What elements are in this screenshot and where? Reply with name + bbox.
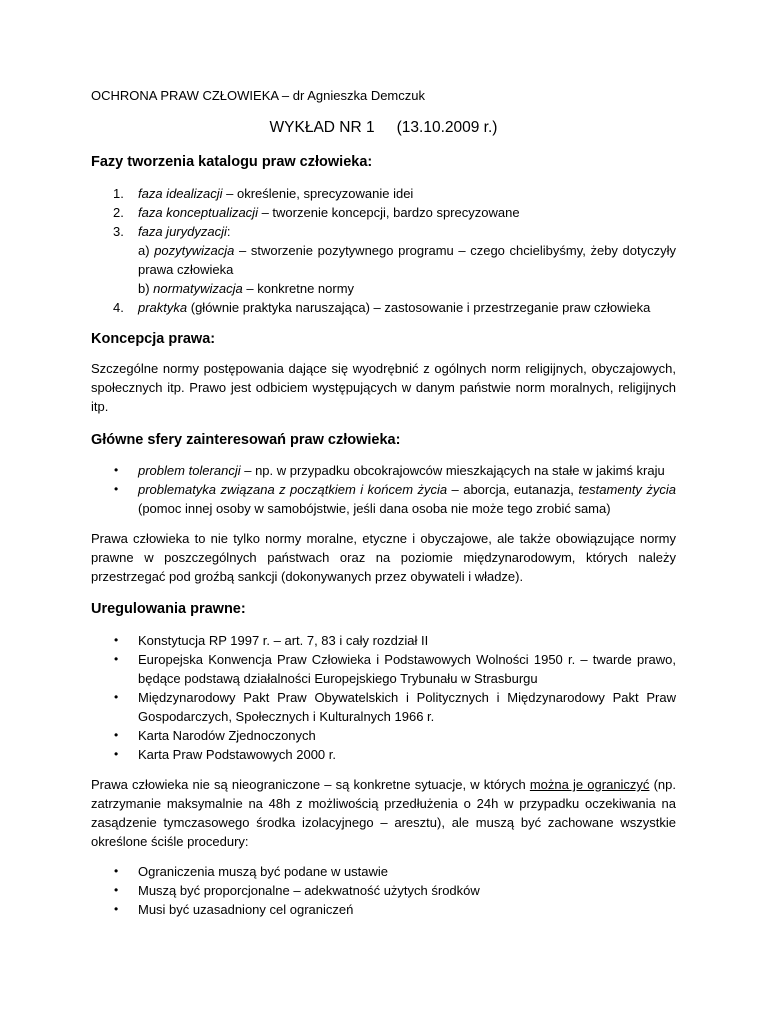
bullet-icon: • — [114, 482, 119, 496]
list-item: 1. faza idealizacji – określenie, sprecyzowanie idei — [113, 186, 414, 201]
limitation-link[interactable]: można je ograniczyć — [529, 777, 650, 792]
procedures-list — [91, 862, 676, 919]
bullet-icon: • — [114, 690, 119, 704]
limitations-paragraph: Prawa człowieka nie są nieograniczone – są konkretne sytuacje, w których można je ograniczyć (np. zatrzymanie maksymalnie na 48h z możliwością przedłużenia o 24h w przypadku oczekiwania na zasądzenie tymczasowego środka izolacyjnego – aresztu), ale muszą być zachowane wszystkie określone ściśle procedury: — [91, 777, 676, 849]
list-item: 2. faza konceptualizacji – tworzenie koncepcji, bardzo sprecyzowane — [113, 205, 520, 220]
list-item: • Karta Praw Podstawowych 2000 r. — [114, 747, 336, 762]
human-rights-paragraph: Prawa człowieka to nie tylko normy moralne, etyczne i obyczajowe, ale także obowiązujące normy prawne w poszczególnych państwach oraz na poziomie międzynarodowym, których należy przestrzegać pod groźbą sankcji (dokonywanych przez obywateli i władze). — [91, 531, 676, 584]
bullet-icon: • — [114, 652, 119, 666]
spheres-list — [91, 461, 676, 518]
section-heading-regulations: Uregulowania prawne: — [91, 601, 246, 617]
section-heading-spheres: Główne sfery zainteresowań praw człowieka: — [91, 432, 401, 448]
sublist-item-a: a) pozytywizacja – stworzenie pozytywnego programu – czego chcielibyśmy, żeby dotyczyły prawa człowieka — [138, 243, 677, 277]
bullet-icon: • — [114, 883, 119, 897]
lecture-date: (13.10.2009 r.) — [396, 119, 498, 136]
list-item: 4. praktyka (głównie praktyka naruszająca) – zastosowanie i przestrzeganie praw człowieka — [113, 300, 651, 315]
list-item: • Muszą być proporcjonalne – adekwatność użytych środków — [114, 883, 480, 898]
list-item: • Europejska Konwencja Praw Człowieka i Podstawowych Wolności 1950 r. – twarde prawo, będące podstawą działalności Europejskiego Trybunału w Strasburgu — [114, 652, 676, 686]
list-item: • Ograniczenia muszą być podane w ustawie — [114, 864, 389, 879]
list-item: • Międzynarodowy Pakt Praw Obywatelskich i Politycznych i Międzynarodowy Pakt Praw Gospodarczych, Społecznych i Kulturalnych 1966 r. — [114, 690, 676, 724]
bullet-icon: • — [114, 463, 119, 477]
bullet-icon: • — [114, 747, 119, 761]
regulations-list — [91, 631, 676, 764]
bullet-icon: • — [114, 902, 119, 916]
list-item: • Musi być uzasadniony cel ograniczeń — [114, 902, 354, 917]
law-concept-paragraph: Szczególne normy postępowania dające się wyodrębnić z ogólnych norm religijnych, obyczajowych, społecznych itp. Prawo jest odbiciem występujących w danym państwie norm moralnych, religijnych itp. — [91, 361, 676, 414]
lecture-number: WYKŁAD NR 1 — [269, 119, 375, 136]
list-item: 3. faza jurydyzacji: — [113, 224, 231, 239]
lecture-title — [91, 117, 676, 139]
document-header: OCHRONA PRAW CZŁOWIEKA – dr Agnieszka Demczuk — [91, 88, 425, 103]
section-heading-phases: Fazy tworzenia katalogu praw człowieka: — [91, 154, 373, 170]
list-item: • problem tolerancji – np. w przypadku obcokrajowców mieszkających na stałe w jakimś kraju — [114, 463, 665, 478]
list-item: • problematyka związana z początkiem i końcem życia – aborcja, eutanazja, testamenty życia (pomoc innej osoby w samobójstwie, jeśli dana osoba nie może tego zrobić sama) — [114, 482, 676, 516]
bullet-icon: • — [114, 728, 119, 742]
sublist-item-b: b) normatywizacja – konkretne normy — [138, 281, 355, 296]
bullet-icon: • — [114, 633, 119, 647]
section-heading-law-concept: Koncepcja prawa: — [91, 331, 216, 347]
phases-list — [91, 184, 676, 317]
list-item: • Konstytucja RP 1997 r. – art. 7, 83 i cały rozdział II — [114, 633, 429, 648]
list-item: • Karta Narodów Zjednoczonych — [114, 728, 316, 743]
bullet-icon: • — [114, 864, 119, 878]
